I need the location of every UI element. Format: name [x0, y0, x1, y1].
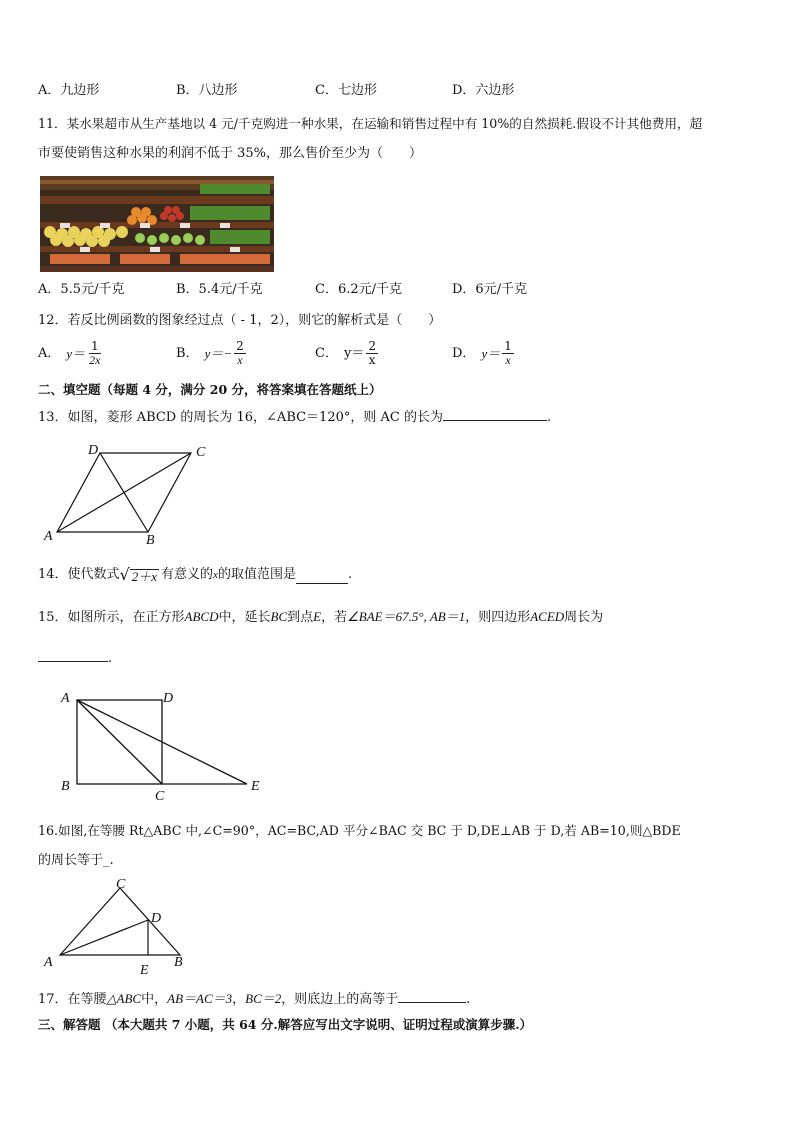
fruit-shelf-image [40, 176, 274, 272]
q16-stem-line1: 16.如图,在等腰 Rt△ABC 中,∠C=90°，AC=BC,AD 平分∠BAC 交 BC 于 D,DE⊥AB 于 D,若 AB=10,则△BDE [38, 823, 681, 838]
q12-d-fx: y＝ [481, 345, 501, 361]
q12-a-fraction [87, 340, 102, 367]
q17-cond1: AB＝AC＝3 [167, 991, 233, 1006]
q17-comma: ， [232, 992, 246, 1007]
q15-end: . [108, 651, 113, 666]
q17-stem [38, 988, 470, 1009]
q11-option-a: A．5.5元/千克 [38, 282, 125, 297]
q14-answer-blank[interactable] [296, 569, 348, 584]
rhombus-label-c: C [196, 445, 206, 460]
q10-option-b: B．八边形 [176, 83, 238, 98]
q15-mid2: 到点 [287, 610, 314, 625]
q15-bc: BC [270, 609, 288, 624]
q12-a-fx: y＝ [66, 345, 86, 361]
q11-option-d: D．6元/千克 [452, 282, 528, 297]
q14-post: 的取值范围是 [217, 567, 296, 582]
square-label-e: E [251, 779, 260, 794]
q12-option-a [38, 340, 105, 367]
q15-stem [38, 608, 603, 627]
q15-mid4: ，则四边形 [465, 610, 531, 625]
square-label-d: D [163, 691, 174, 706]
section3-title: 三、解答题 （本大题共 7 小题，共 64 分.解答应写出文字说明、证明过程或演算步骤.） [38, 1017, 533, 1032]
q10-option-c: C．七边形 [315, 83, 377, 98]
q12-d-fraction [502, 340, 514, 367]
rhombus-label-b: B [146, 533, 155, 548]
q11-stem-line1: 11．某水果超市从生产基地以 4 元/千克购进一种水果，在运输和销售过程中有 10%的自然损耗.假设不计其他费用，超 [38, 116, 703, 131]
q14-var: x [213, 569, 218, 581]
q13-stem [38, 406, 551, 427]
q12-stem: 12．若反比例函数的图象经过点（ - 1，2），则它的解析式是（ ） [38, 313, 442, 328]
q15-e: E [313, 609, 322, 624]
q17-mid: 中， [141, 992, 168, 1007]
diagonal-ac [77, 700, 162, 784]
q15-post: 周长为 [564, 610, 604, 625]
q13-end: . [546, 410, 552, 425]
sqrt-symbol: √ [119, 565, 130, 584]
q17-cond2: BC＝2 [245, 991, 282, 1006]
q17-post: ，则底边上的高等于 [281, 992, 399, 1007]
q12-b-fraction [234, 340, 246, 367]
q16-stem-line2: 的周长等于_. [38, 853, 114, 868]
bisector-ad [60, 920, 148, 955]
q15-square: ABCD [184, 609, 219, 624]
tri-label-d: D [151, 911, 162, 926]
q14-end: . [347, 567, 353, 582]
q10-option-a: A．九边形 [38, 83, 100, 98]
q14-mid: 有意义的 [161, 567, 214, 582]
q17-pre: 17．在等腰 [38, 992, 107, 1007]
q15-answer-blank[interactable] [38, 647, 108, 662]
q12-b-num: 2 [236, 339, 244, 353]
q15-answer-line [38, 647, 112, 668]
q12-a-den: 2x [89, 353, 101, 367]
fruit-shelf-photo [40, 176, 274, 272]
q12-b-label: B． [176, 345, 199, 361]
square-label-c: C [155, 789, 165, 802]
q13-rhombus-figure [40, 440, 220, 550]
q12-d-label: D． [452, 345, 476, 361]
q13-answer-blank[interactable] [443, 406, 547, 421]
section2-title: 二、填空题（每题 4 分，满分 20 分，将答案填在答题纸上） [38, 382, 382, 397]
tri-label-e: E [140, 963, 149, 978]
q12-d-num: 1 [504, 339, 512, 353]
q15-mid1: 中，延长 [218, 610, 271, 625]
q15-mid3: ，若 [321, 610, 348, 625]
triangle-abc [60, 888, 180, 955]
q15-condition: ∠BAE＝67.5°, AB＝1 [347, 609, 466, 624]
q12-option-d [452, 340, 516, 367]
q12-b-fx: y＝− [204, 345, 233, 361]
tri-label-c: C [116, 877, 126, 892]
q15-quad: ACED [530, 609, 565, 624]
q11-stem-line2: 市要使销售这种水果的利润不低于 35%，那么售价至少为（ ） [38, 146, 423, 161]
rhombus-label-a: A [44, 529, 53, 544]
q12-a-num: 1 [91, 339, 99, 353]
q11-option-c: C．6.2元/千克 [315, 282, 403, 297]
q12-c-label: C． [315, 345, 338, 361]
q12-c-fraction [366, 340, 378, 367]
q12-option-c [315, 340, 380, 367]
q12-a-label: A． [38, 345, 61, 361]
q12-c-fx: y＝ [343, 345, 365, 361]
q12-b-den: x [237, 353, 243, 367]
q12-c-num: 2 [368, 339, 376, 353]
q10-option-d: D．六边形 [452, 83, 515, 98]
q12-option-b [176, 340, 248, 367]
q16-triangle-figure [40, 876, 200, 980]
q13-text: 13．如图，菱形 ABCD 的周长为 16，∠ABC＝120°，则 AC 的长为 [38, 410, 443, 425]
q17-end: . [466, 992, 471, 1007]
q12-d-den: x [505, 353, 511, 367]
q17-answer-blank[interactable] [398, 988, 466, 1003]
square-label-b: B [61, 779, 70, 794]
rhombus-label-d: D [88, 443, 99, 458]
q15-pre: 15．如图所示，在正方形 [38, 610, 185, 625]
q17-triangle: △ABC [106, 991, 142, 1006]
q14-stem [38, 566, 352, 584]
tri-label-a: A [44, 955, 53, 970]
tri-label-b: B [174, 955, 183, 970]
q12-c-den: x [368, 353, 376, 367]
square-label-a: A [61, 691, 70, 706]
q15-square-figure [55, 684, 275, 802]
q14-pre: 14．使代数式 [38, 567, 120, 582]
diagonal-bd [100, 453, 148, 532]
q11-option-b: B．5.4元/千克 [176, 282, 263, 297]
q14-radicand: 2＋x [131, 569, 158, 584]
